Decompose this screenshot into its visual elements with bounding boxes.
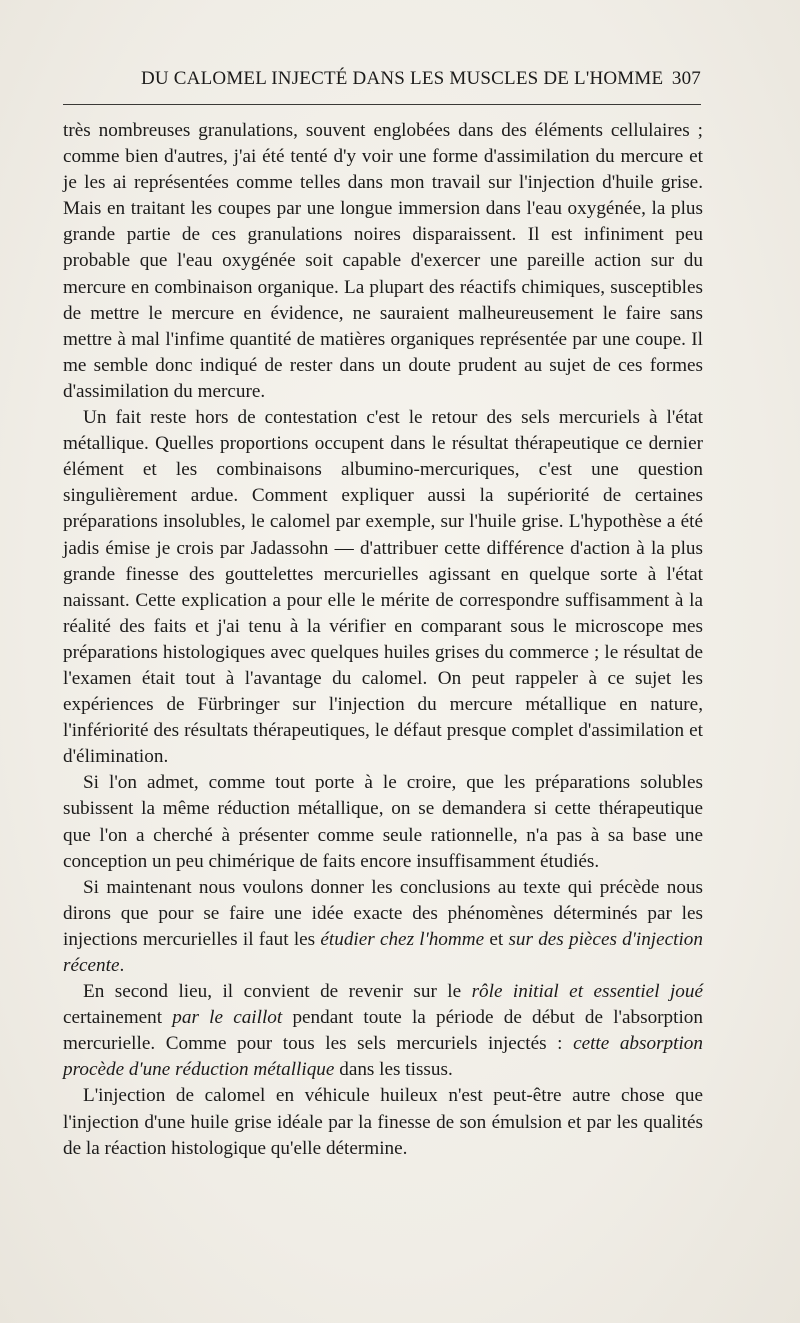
paragraph-4-emphasis-1: étudier chez l'homme [320, 928, 485, 950]
paragraph-4-text-2: et [484, 928, 509, 950]
running-head-title: DU CALOMEL INJECTÉ DANS LES MUSCLES DE L'HOMME [141, 68, 664, 89]
paragraph-5-end: dans les tissus. [334, 1059, 453, 1081]
paragraph-3: Si l'on admet, comme tout porte à le croire, que les préparations solubles subissent la même réduction métallique, on se demandera si cette thérapeutique que l'on a cherché à présenter comme seule rationnelle, n'a pas à sa base une conception un peu chimérique de faits encore insuffisamment étudiés. [63, 772, 703, 872]
body-text [63, 118, 703, 1162]
paragraph-5-text: En second lieu, il convient de revenir sur le [83, 981, 472, 1003]
paragraph-4 [63, 875, 703, 979]
paragraph-5-emphasis-3: cette absorption procède d'une réduction métallique [63, 1033, 703, 1081]
page-number: 307 [671, 68, 701, 89]
paragraph-4-end: . [119, 955, 125, 976]
header-rule [63, 104, 701, 105]
paragraph-4-emphasis-2: sur des pièces d'injection récente [63, 928, 703, 976]
running-head [63, 64, 703, 92]
paragraph-5-emphasis-2: par le caillot [172, 1007, 283, 1029]
paragraph-6: L'injection de calomel en véhicule huileux n'est peut-être autre chose que l'injection d'une huile grise idéale par la finesse de son émulsion et par les qualités de la réaction histologique qu'elle détermine. [63, 1085, 703, 1159]
paragraph-1: très nombreuses granulations, souvent englobées dans des éléments cellulaires ; comme bien d'autres, j'ai été tenté d'y voir une forme d'assimilation du mercure et je les ai représentées comme telles dans mon travail sur l'injection d'huile grise. Mais en traitant les coupes par une longue immersion dans l'eau oxygénée, la plus grande partie de ces granulations noires disparaissent. Il est infiniment peu probable que l'eau oxygénée soit capable d'exercer une pareille action sur du mercure en combinaison organique. La plupart des réactifs chimiques, susceptibles de mettre le mercure en évidence, ne sauraient malheureusement le faire sans mettre à mal l'infime quantité de matières organiques représentée par une coupe. Il me semble donc indiqué de rester dans un doute prudent au sujet de ces formes d'assimilation du mercure. [63, 120, 703, 402]
paragraph-5 [63, 979, 703, 1083]
paragraph-5-text-2: certainement [63, 1007, 173, 1029]
paragraph-5-emphasis-1: rôle initial et essentiel joué [471, 981, 704, 1003]
paragraph-5-text-3: pendant toute la période de début de l'absorption mercurielle. Comme pour tous les sels mercuriels injectés : [63, 1007, 703, 1055]
paragraph-2: Un fait reste hors de contestation c'est le retour des sels mercuriels à l'état métallique. Quelles proportions occupent dans le résultat thérapeutique ce dernier élément et les combinaisons albumino-mercuriques, c'est une question singulièrement ardue. Comment expliquer aussi la supériorité de certaines préparations insolubles, le calomel par exemple, sur l'huile grise. L'hypothèse a été jadis émise je crois par Jadassohn — d'attribuer cette différence d'action à la plus grande finesse des gouttelettes mercurielles agissant en quelque sorte à l'état naissant. Cette explication a pour elle le mérite de correspondre suffisamment à la réalité des faits et j'ai tenu à la vérifier en comparant sous le microscope mes préparations histologiques avec quelques huiles grises du commerce ; le résultat de l'examen était tout à l'avantage du calomel. On peut rappeler à ce sujet les expériences de Fürbringer sur l'injection du mercure métallique en nature, l'infériorité des résultats thérapeutiques, le défaut presque complet d'assimilation et d'élimination. [63, 407, 703, 768]
paragraph-4-text: Si maintenant nous voulons donner les conclusions au texte qui précède nous dirons que pour se faire une idée exacte des phénomènes déterminés par les injections mercurielles il faut les [63, 876, 703, 950]
